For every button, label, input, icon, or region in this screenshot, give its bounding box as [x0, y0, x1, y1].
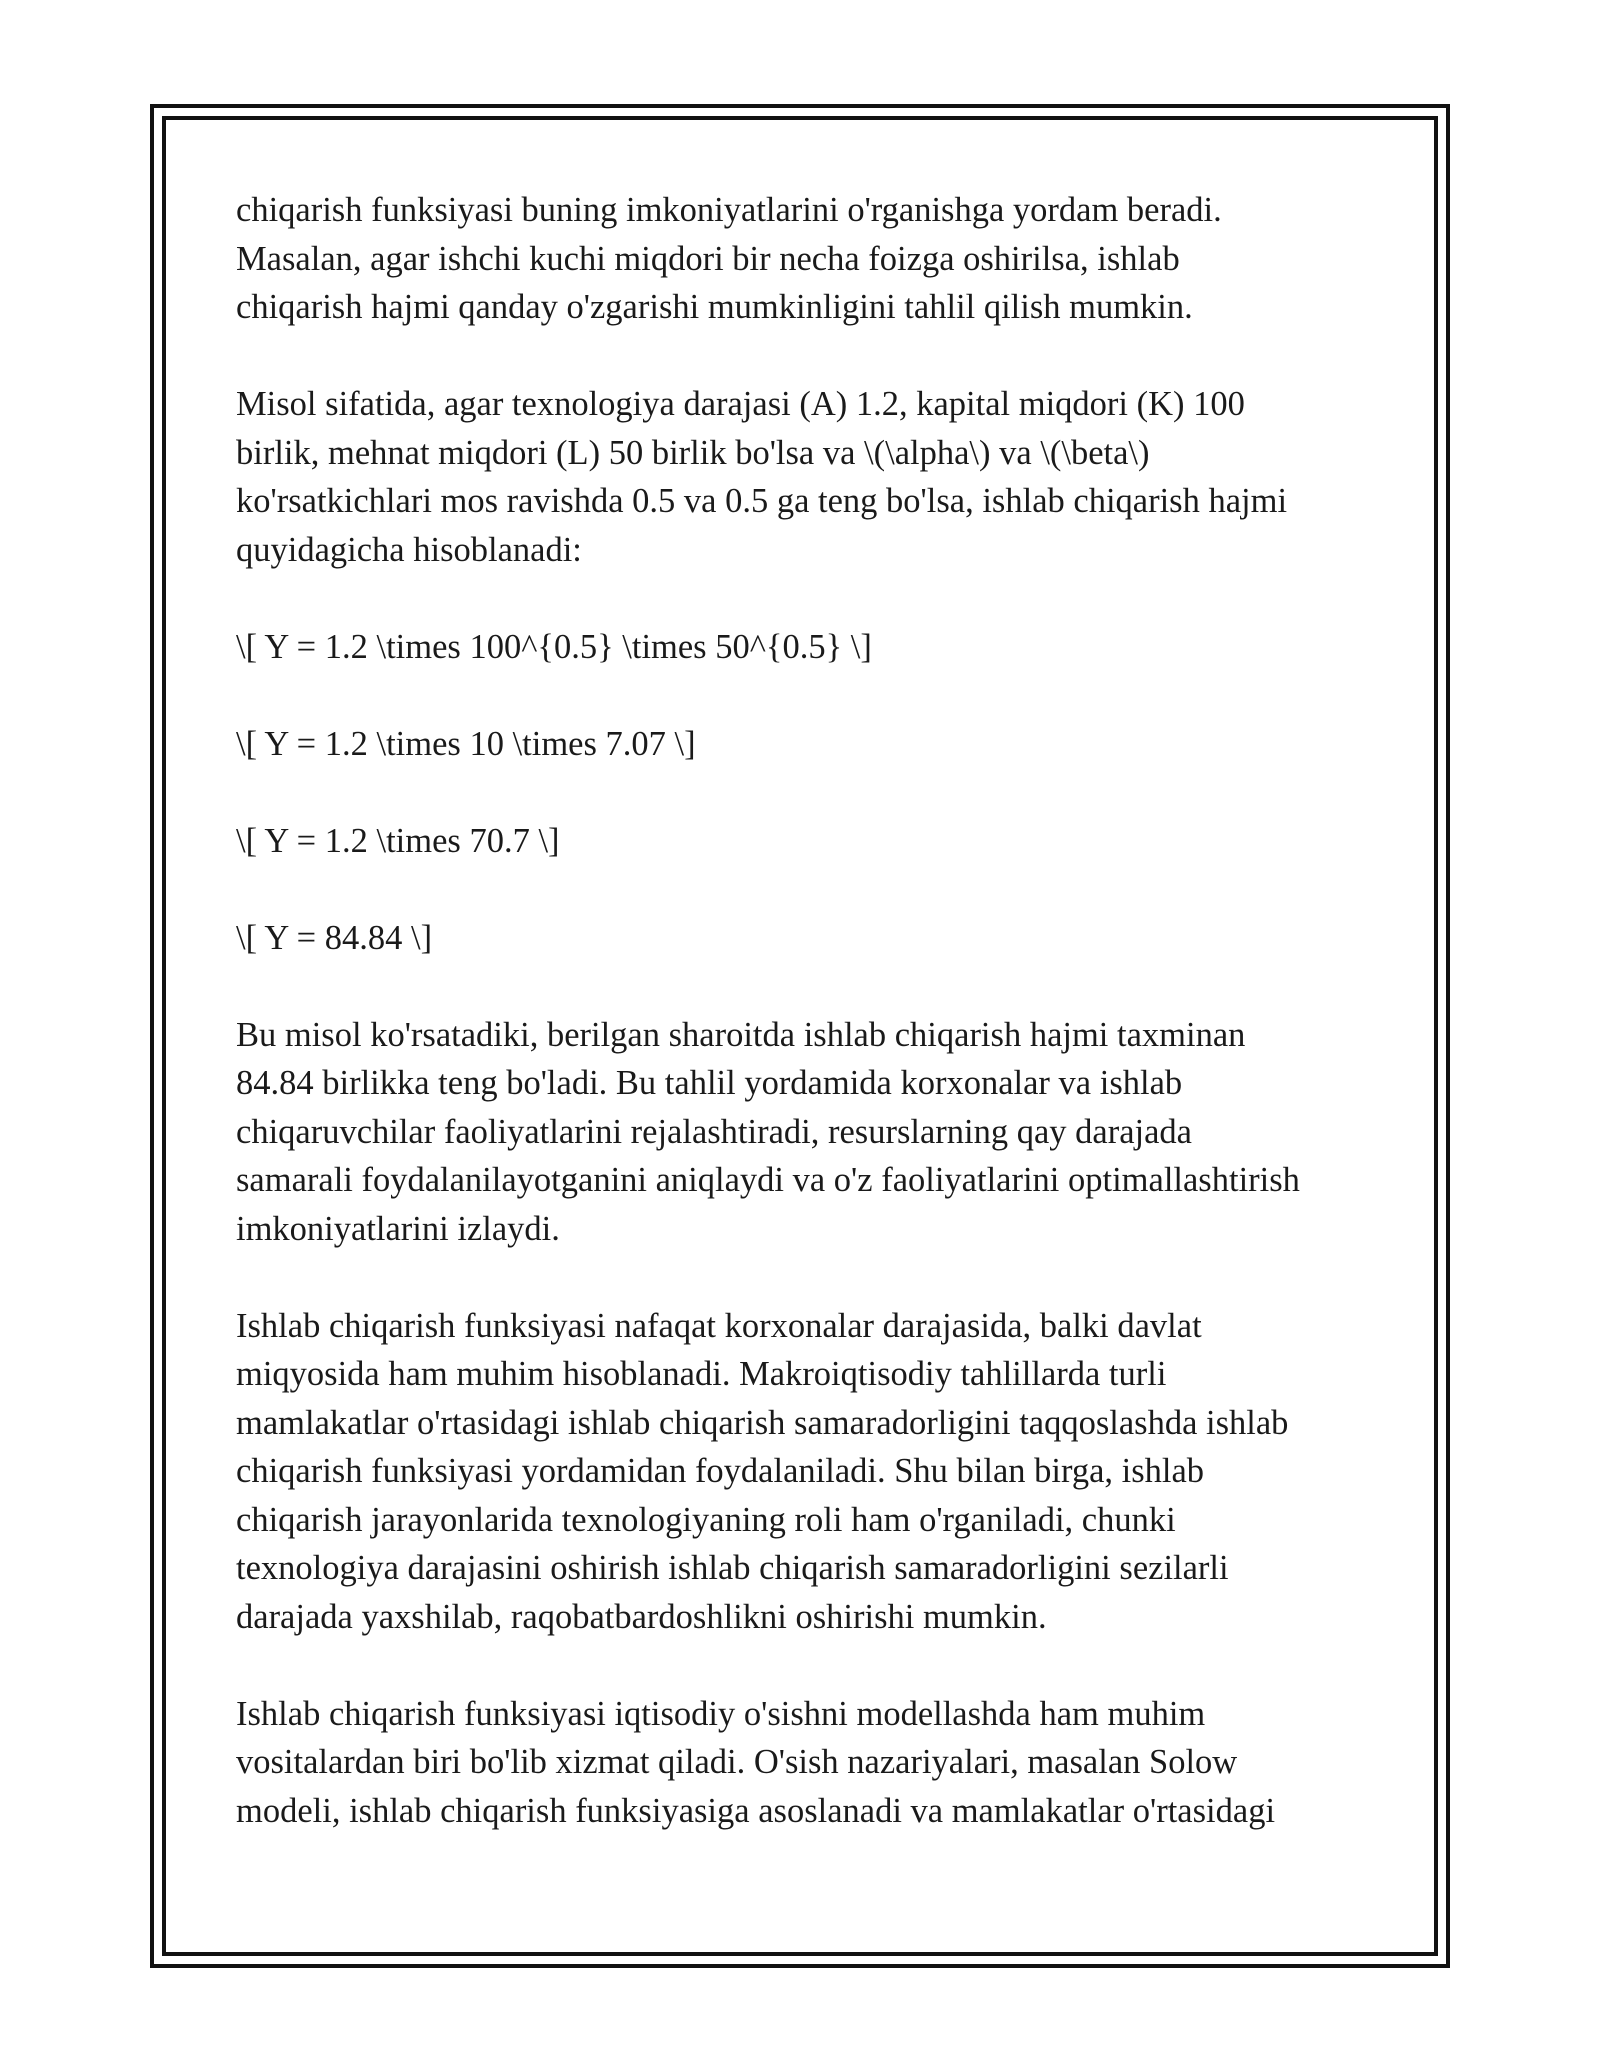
paragraph-growth-models: Ishlab chiqarish funksiyasi iqtisodiy o'sishni modellashda ham muhim vositalardan biri bo'lib xizmat qiladi. O'sish nazariyalari, masalan Solow modeli, ishlab chiqarish funksiyasiga asoslanadi va mamlakatlar o'rtasidagi	[236, 1694, 1276, 1830]
formula-line-3: \[ Y = 1.2 \times 70.7 \]	[236, 821, 560, 860]
formula-result: \[ Y = 84.84 \]	[236, 918, 433, 957]
formula-line-2: \[ Y = 1.2 \times 10 \times 7.07 \]	[236, 724, 696, 763]
paragraph-intro-continuation: chiqarish funksiyasi buning imkoniyatlarini o'rganishga yordam beradi. Masalan, agar ishchi kuchi miqdori bir necha foizga oshirilsa, ishlab chiqarish hajmi qanday o'zgarishi mumkinligini tahlil qilish mumkin.	[236, 191, 1222, 326]
paragraph-macro-analysis: Ishlab chiqarish funksiyasi nafaqat korxonalar darajasida, balki davlat miqyosida ham muhim hisoblanadi. Makroiqtisodiy tahlillarda turli mamlakatlar o'rtasidagi ishlab chiqarish samaradorligini taqqoslashda ishlab chiqarish funksiyasi yordamidan foydalaniladi. Shu bilan birga, ishlab chiqarish jarayonlarida texnologiyaning roli ham o'rganiladi, chunki texnologiya darajasini oshirish ishlab chiqarish samaradorligini sezilarli darajada yaxshilab, raqobatbardoshlikni oshirishi mumkin.	[236, 1306, 1289, 1636]
document-body	[236, 186, 1386, 1835]
paragraph-example-setup: Misol sifatida, agar texnologiya darajasi (A) 1.2, kapital miqdori (K) 100 birlik, mehnat miqdori (L) 50 birlik bo'lsa va \(\alpha\) va \(\beta\) ko'rsatkichlari mos ravishda 0.5 va 0.5 ga teng bo'lsa, ishlab chiqarish hajmi quyidagicha hisoblanadi:	[236, 385, 1288, 569]
formula-line-1: \[ Y = 1.2 \times 100^{0.5} \times 50^{0.5} \]	[236, 627, 872, 666]
paragraph-example-conclusion: Bu misol ko'rsatadiki, berilgan sharoitda ishlab chiqarish hajmi taxminan 84.84 birlikka teng bo'ladi. Bu tahlil yordamida korxonalar va ishlab chiqaruvchilar faoliyatlarini rejalashtiradi, resurslarning qay darajada samarali foydalanilayotganini aniqlaydi va o'z faoliyatlarini optimallashtirish imkoniyatlarini izlaydi.	[236, 1015, 1300, 1248]
